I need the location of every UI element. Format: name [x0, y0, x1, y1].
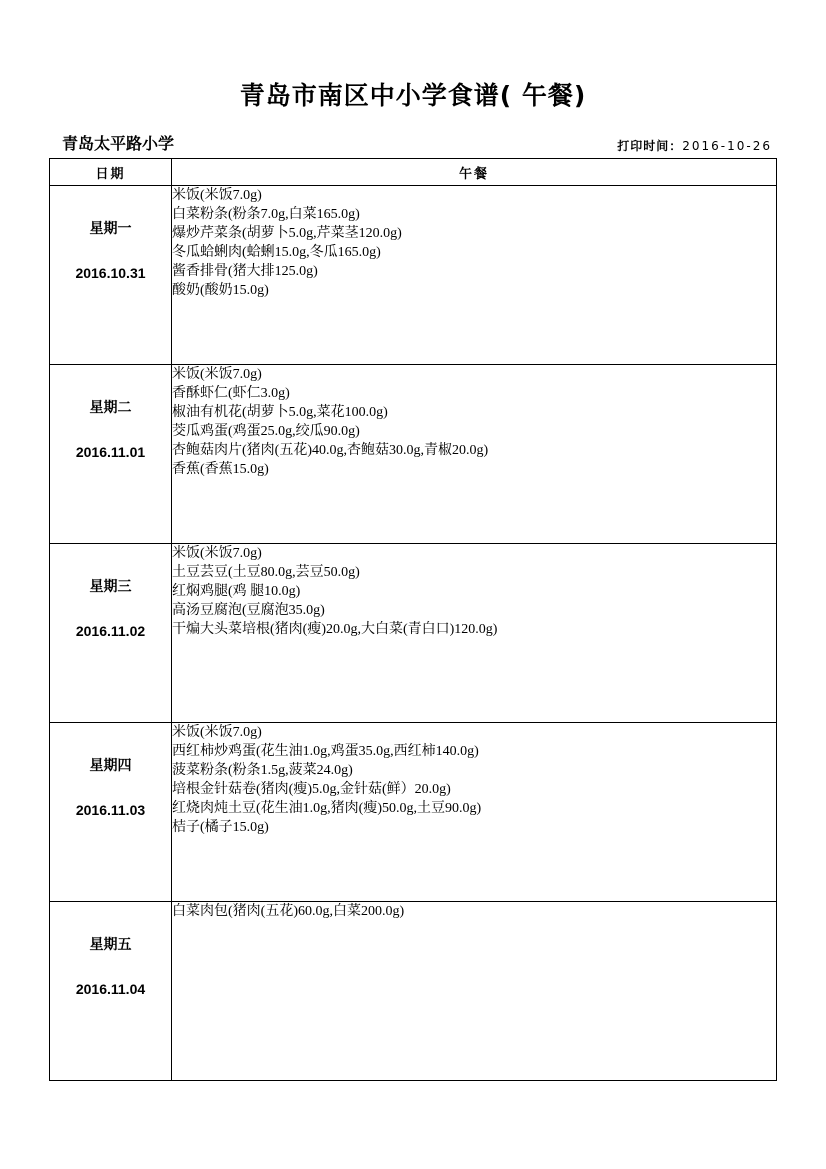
- print-time: [617, 137, 772, 154]
- date-column-header: 日期: [50, 159, 172, 186]
- weekday-label: 星期五: [89, 937, 132, 953]
- dish-item: 干煸大头菜培根(猪肉(瘦)20.0g,大白菜(青白口)120.0g): [172, 622, 498, 637]
- dish-item: 香蕉(香蕉15.0g): [172, 462, 269, 477]
- lunch-column-header: 午餐: [172, 159, 777, 186]
- date-label: 2016.11.02: [75, 623, 146, 639]
- dish-item: 冬瓜蛤蜊肉(蛤蜊15.0g,冬瓜165.0g): [172, 245, 381, 260]
- date-label: 2016.10.31: [75, 265, 146, 281]
- dishes-cell: [172, 902, 777, 1081]
- dish-item: 酸奶(酸奶15.0g): [172, 283, 269, 298]
- dish-item: 培根金针菇卷(猪肉(瘦)5.0g,金针菇(鲜）20.0g): [172, 782, 451, 797]
- dish-item: 香酥虾仁(虾仁3.0g): [172, 386, 290, 401]
- dish-item: 米饭(米饭7.0g): [172, 367, 262, 382]
- dishes-cell: [172, 186, 777, 365]
- dishes-cell: [172, 544, 777, 723]
- lunch-menu-table: [49, 158, 777, 1081]
- weekday-label: 星期二: [89, 400, 132, 416]
- dish-item: 白菜粉条(粉条7.0g,白菜165.0g): [172, 207, 360, 222]
- page-title: 青岛市南区中小学食谱( 午餐): [239, 81, 587, 110]
- table-row: [50, 544, 777, 723]
- dish-item: 高汤豆腐泡(豆腐泡35.0g): [172, 603, 325, 618]
- date-label: 2016.11.01: [75, 444, 146, 460]
- dish-item: 米饭(米饭7.0g): [172, 725, 262, 740]
- table-row: [50, 365, 777, 544]
- date-label: 2016.11.04: [75, 981, 146, 997]
- dish-item: 米饭(米饭7.0g): [172, 546, 262, 561]
- print-time-value: 2016-10-26: [682, 139, 772, 153]
- table-header-row: [50, 159, 777, 186]
- school-name: 青岛太平路小学: [62, 134, 175, 153]
- date-cell: [50, 902, 172, 1081]
- table-row: [50, 902, 777, 1081]
- dishes-cell: [172, 723, 777, 902]
- dish-item: 菠菜粉条(粉条1.5g,菠菜24.0g): [172, 763, 353, 778]
- dish-item: 酱香排骨(猪大排125.0g): [172, 264, 318, 279]
- dishes-cell: [172, 365, 777, 544]
- menu-body: [50, 186, 777, 1081]
- date-cell: [50, 544, 172, 723]
- table-row: [50, 723, 777, 902]
- dish-item: 西红柿炒鸡蛋(花生油1.0g,鸡蛋35.0g,西红柿140.0g): [172, 744, 479, 759]
- dish-item: 白菜肉包(猪肉(五花)60.0g,白菜200.0g): [172, 904, 405, 919]
- dish-item: 红烧肉炖土豆(花生油1.0g,猪肉(瘦)50.0g,土豆90.0g): [172, 801, 482, 816]
- dish-item: 红焖鸡腿(鸡 腿10.0g): [172, 584, 301, 599]
- dish-item: 土豆芸豆(土豆80.0g,芸豆50.0g): [172, 565, 360, 580]
- print-time-label: 打印时间：: [617, 139, 683, 153]
- dish-item: 爆炒芹菜条(胡萝卜5.0g,芹菜茎120.0g): [172, 226, 402, 241]
- date-cell: [50, 186, 172, 365]
- weekday-label: 星期三: [89, 579, 132, 595]
- dish-item: 椒油有机花(胡萝卜5.0g,菜花100.0g): [172, 405, 388, 420]
- dish-item: 茭瓜鸡蛋(鸡蛋25.0g,绞瓜90.0g): [172, 424, 360, 439]
- weekday-label: 星期一: [89, 221, 132, 237]
- date-cell: [50, 723, 172, 902]
- date-cell: [50, 365, 172, 544]
- dish-item: 米饭(米饭7.0g): [172, 188, 262, 203]
- weekday-label: 星期四: [89, 758, 132, 774]
- table-row: [50, 186, 777, 365]
- dish-item: 杏鲍菇肉片(猪肉(五花)40.0g,杏鲍菇30.0g,青椒20.0g): [172, 443, 489, 458]
- date-label: 2016.11.03: [75, 802, 146, 818]
- dish-item: 桔子(橘子15.0g): [172, 820, 269, 835]
